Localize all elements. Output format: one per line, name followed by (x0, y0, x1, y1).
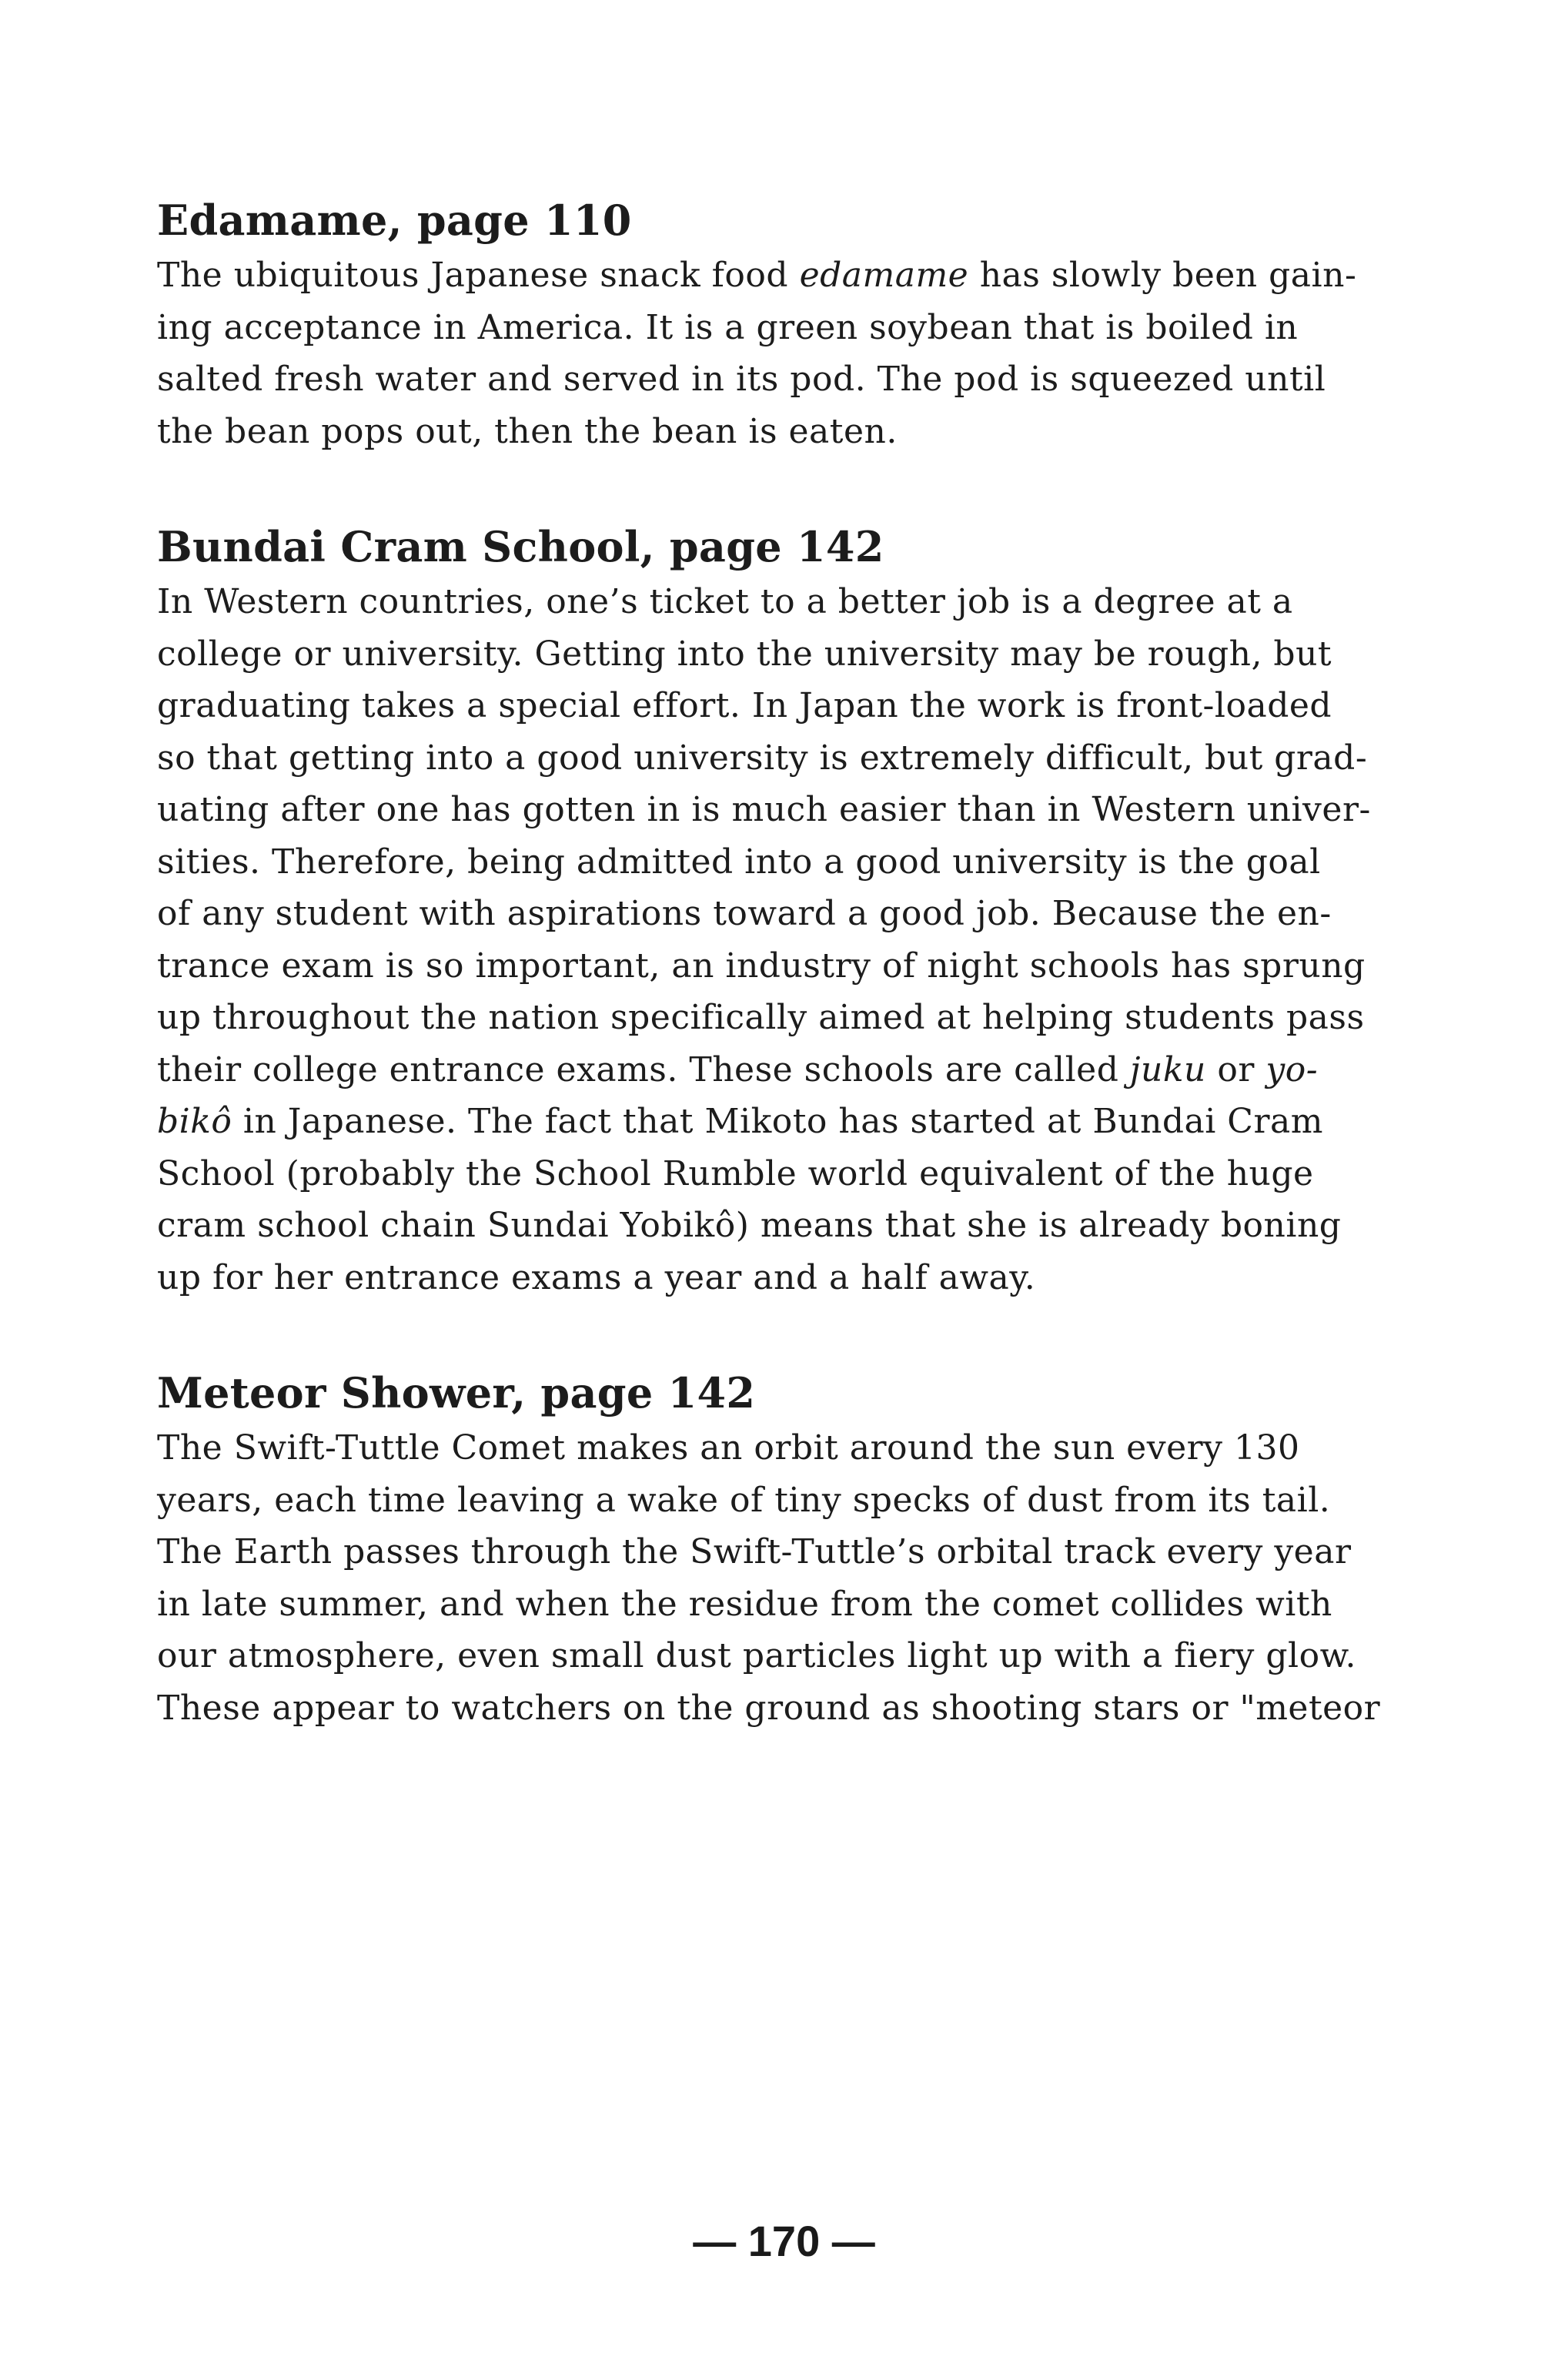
note-line: years, each time leaving a wake of tiny specks of dust from its tail. (157, 1480, 1331, 1520)
note-line: In Western countries, one’s ticket to a better job is a degree at a (157, 582, 1293, 621)
note-line: in late summer, and when the residue from the comet collides with (157, 1584, 1332, 1624)
note-line: trance exam is so important, an industry of night schools has sprung (157, 946, 1366, 986)
note-line: These appear to watchers on the ground as shooting stars or "meteor (157, 1688, 1381, 1728)
note-line: up for her entrance exams a year and a half away. (157, 1257, 1036, 1297)
note-heading: Bundai Cram School, page 142 (157, 522, 884, 571)
note-meteor-shower (157, 1364, 1450, 1734)
note-line: salted fresh water and served in its pod. The pod is squeezed until (157, 360, 1326, 399)
note-line: bikô in Japanese. The fact that Mikoto has started at Bundai Cram (157, 1102, 1323, 1141)
note-line: our atmosphere, even small dust particles light up with a fiery glow. (157, 1636, 1357, 1675)
note-heading: Edamame, page 110 (157, 196, 632, 245)
note-line: School (probably the School Rumble world equivalent of the huge (157, 1153, 1314, 1193)
note-heading: Meteor Shower, page 142 (157, 1368, 756, 1417)
note-line: The Swift-Tuttle Comet makes an orbit around the sun every 130 (157, 1428, 1300, 1468)
note-line: so that getting into a good university is extremely difficult, but grad- (157, 738, 1368, 778)
note-line: of any student with aspirations toward a good job. Because the en- (157, 894, 1332, 933)
note-line: ing acceptance in America. It is a green soybean that is boiled in (157, 307, 1299, 347)
page-number: — 170 — (693, 2217, 875, 2265)
note-line: their college entrance exams. These schools are called juku or yo- (157, 1049, 1319, 1089)
note-line: cram school chain Sundai Yobikô) means that she is already boning (157, 1206, 1342, 1245)
page-content (157, 191, 1450, 1794)
note-line: up throughout the nation specifically aimed at helping students pass (157, 998, 1365, 1037)
note-edamame (157, 191, 1450, 457)
note-line: The ubiquitous Japanese snack food edamame has slowly been gain- (157, 256, 1357, 295)
note-bundai-cram-school (157, 517, 1450, 1304)
note-line: uating after one has gotten in is much easier than in Western univer- (157, 790, 1371, 829)
note-line: The Earth passes through the Swift-Tuttle’s orbital track every year (157, 1532, 1352, 1571)
note-line: graduating takes a special effort. In Japan the work is front-loaded (157, 686, 1332, 725)
note-line: college or university. Getting into the university may be rough, but (157, 634, 1332, 674)
note-line: the bean pops out, then the bean is eaten. (157, 411, 898, 451)
note-line: sities. Therefore, being admitted into a good university is the goal (157, 842, 1321, 882)
